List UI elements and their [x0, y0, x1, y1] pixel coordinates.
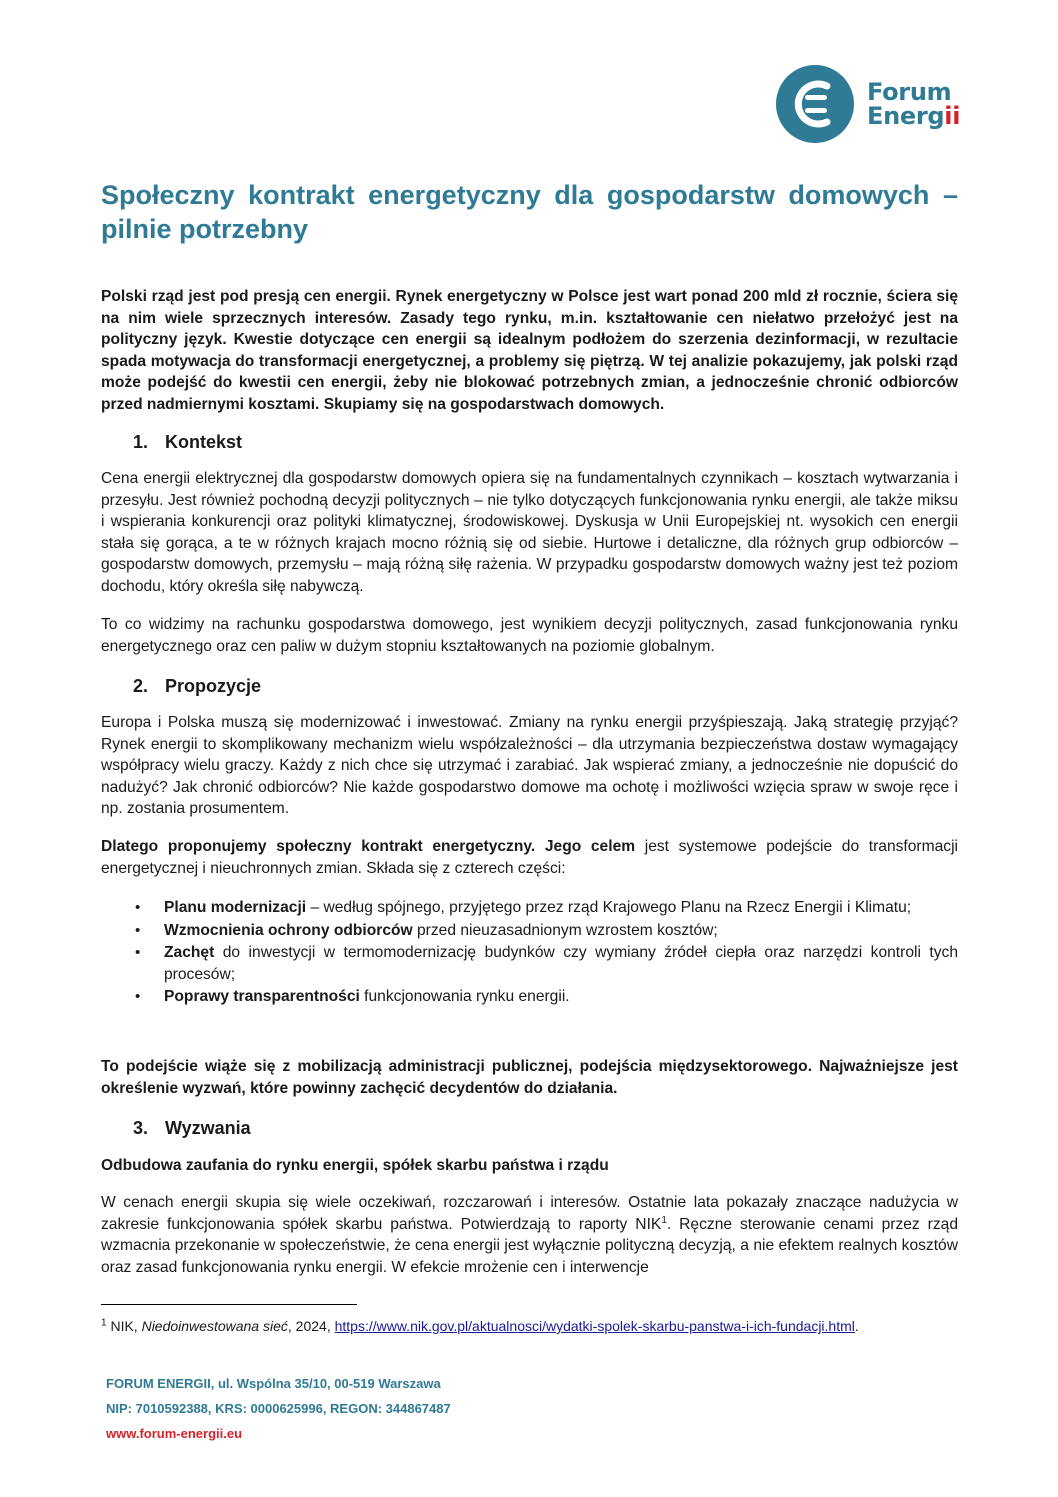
section1-paragraph-2: To co widzimy na rachunku gospodarstwa domowego, jest wynikiem decyzji politycznych, zasad funkcjonowania rynku energetycznego oraz cen paliw w dużym stopniu kształtowanych na poziomie globalnym. — [101, 616, 958, 655]
section2-paragraph-2: Dlatego proponujemy społeczny kontrakt energetyczny. Jego celem jest systemowe podejście do transformacji energetycznej i nieuchronnych zmian. Składa się z czterech części: — [101, 838, 959, 877]
section-heading-wyzwania: 3. Wyzwania — [133, 1118, 251, 1138]
list-item: • Poprawy transparentności funkcjonowania rynku energii. — [101, 986, 958, 1008]
bullet-list — [101, 897, 958, 1009]
list-item: • Wzmocnienia ochrony odbiorców przed nieuzasadnionym wzrostem kosztów; — [101, 920, 958, 942]
forum-energii-logo — [775, 64, 975, 144]
page-title: Społeczny kontrakt energetyczny dla gospodarstw domowych – pilnie potrzebny — [101, 180, 958, 244]
bullet-icon: • — [135, 944, 141, 962]
logo-circle-icon — [775, 64, 855, 144]
section2-paragraph-3: To podejście wiąże się z mobilizacją administracji publicznej, podejścia międzysektorowego. Najważniejsze jest określenie wyzwań, które powinny zachęcić decydentów do działania. — [101, 1058, 958, 1097]
section3-subheading: Odbudowa zaufania do rynku energii, spółek skarbu państwa i rządu — [101, 1157, 609, 1174]
section1-paragraph-1: Cena energii elektrycznej dla gospodarstw domowych opiera się na fundamentalnych czynnikach – kosztach wytwarzania i przesyłu. Jest również pochodną decyzji politycznych – nie tylko dotyczących funkcjonowania rynku energii, ale także miksu i wspierania konkurencji oraz polityki klimatycznej, środowiskowej. Dyskusja w Unii Europejskiej nt. wysokich cen energii stała się gorąca, a te w różnych krajach mocno różnią się od siebie. Hurtowe i detaliczne, dla różnych grup odbiorców – gospodarstw domowych, przemysłu – mają różną siłę rażenia. W przypadku gospodarstw domowych ważny jest też poziom dochodu, który określa siłę nabywczą. — [101, 470, 958, 595]
section-heading-propozycje: 2. Propozycje — [133, 676, 262, 696]
footnote: $^1$ NIK, Niedoinwestowana sieć, 2024, https://www.nik.gov.pl/aktualnosci/wydatki-spolek-skarbu-panstwa-i-ich-fundacji.html. — [101, 1317, 859, 1334]
footer-address: FORUM ENERGII, ul. Wspólna 35/10, 00-519 Warszawa — [106, 1376, 441, 1391]
logo-word-energii: Energii — [867, 102, 961, 130]
list-item: • Zachęt do inwestycji w termomodernizację budynków czy wymiany źródeł ciepła oraz narzędzi kontroli tych procesów; — [135, 944, 958, 983]
list-item: • Planu modernizacji – według spójnego, przyjętego przez rząd Krajowego Planu na Rzecz Energii i Klimatu; — [101, 897, 958, 919]
logo-word-forum: Forum — [867, 78, 952, 106]
footer-website-link[interactable]: www.forum-energii.eu — [106, 1426, 243, 1441]
bullet-icon: • — [135, 899, 141, 916]
footnote-ref[interactable]: 1 — [661, 1214, 667, 1226]
lead-paragraph: Polski rząd jest pod presją cen energii. Rynek energetyczny w Polsce jest wart ponad 200 mld zł rocznie, ściera się na nim wiele sprzecznych interesów. Zasady tego rynku, m.in. kształtowanie cen niełatwo przełożyć jest na polityczny język. Kwestie dotyczące cen energii są idealnym podłożem do szerzenia dezinformacji, w rezultacie spada motywacja do transformacji energetycznej, a problemy się piętrzą. W tej analizie pokazujemy, jak polski rząd może podejść do kwestii cen energii, żeby nie blokować potrzebnych zmian, a jednocześnie chronić odbiorców przed nadmiernymi kosztami. Skupiamy się na gospodarstwach domowych. — [101, 288, 958, 413]
footer-registration-ids: NIP: 7010592388, KRS: 0000625996, REGON: 344867487 — [106, 1401, 451, 1416]
section3-paragraph-1: W cenach energii skupia się wiele oczekiwań, rozczarowań i interesów. Ostatnie lata pokazały znaczące nadużycia w zakresie funkcjonowania spółek skarbu państwa. Potwierdzają to raporty NIK$^1$. Ręczne sterowanie cenami przez rząd wzmacnia przekonanie w społeczeństwie, że cena energii jest wyłącznie polityczną decyzją, a nie efektem realnych kosztów oraz zasad funkcjonowania rynku energii. W efekcie mrożenie cen i interwencje — [101, 1194, 959, 1276]
bullet-icon: • — [135, 988, 141, 1006]
section2-paragraph-1: Europa i Polska muszą się modernizować i inwestować. Zmiany na rynku energii przyśpieszają. Jaką strategię przyjąć? Rynek energii to skomplikowany mechanizm wielu współzależności – dla utrzymania bezpieczeństwa dostaw wymagający współpracy wielu graczy. Każdy z nich chce się utrzymać i zarabiać. Jak wspierać zmiany, a jednocześnie nie dopuścić do nadużyć? Jak chronić odbiorców? Nie każde gospodarstwo domowe ma ochotę i możliwości wzięcia spraw w swoje ręce i np. zostania prosumentem. — [101, 714, 958, 818]
bullet-icon: • — [135, 921, 141, 939]
footnote-divider — [101, 1304, 357, 1305]
section-heading-kontekst: 1. Kontekst — [133, 432, 243, 452]
footnote-link[interactable]: https://www.nik.gov.pl/aktualnosci/wydatki-spolek-skarbu-panstwa-i-ich-fundacji.html — [334, 1318, 855, 1334]
